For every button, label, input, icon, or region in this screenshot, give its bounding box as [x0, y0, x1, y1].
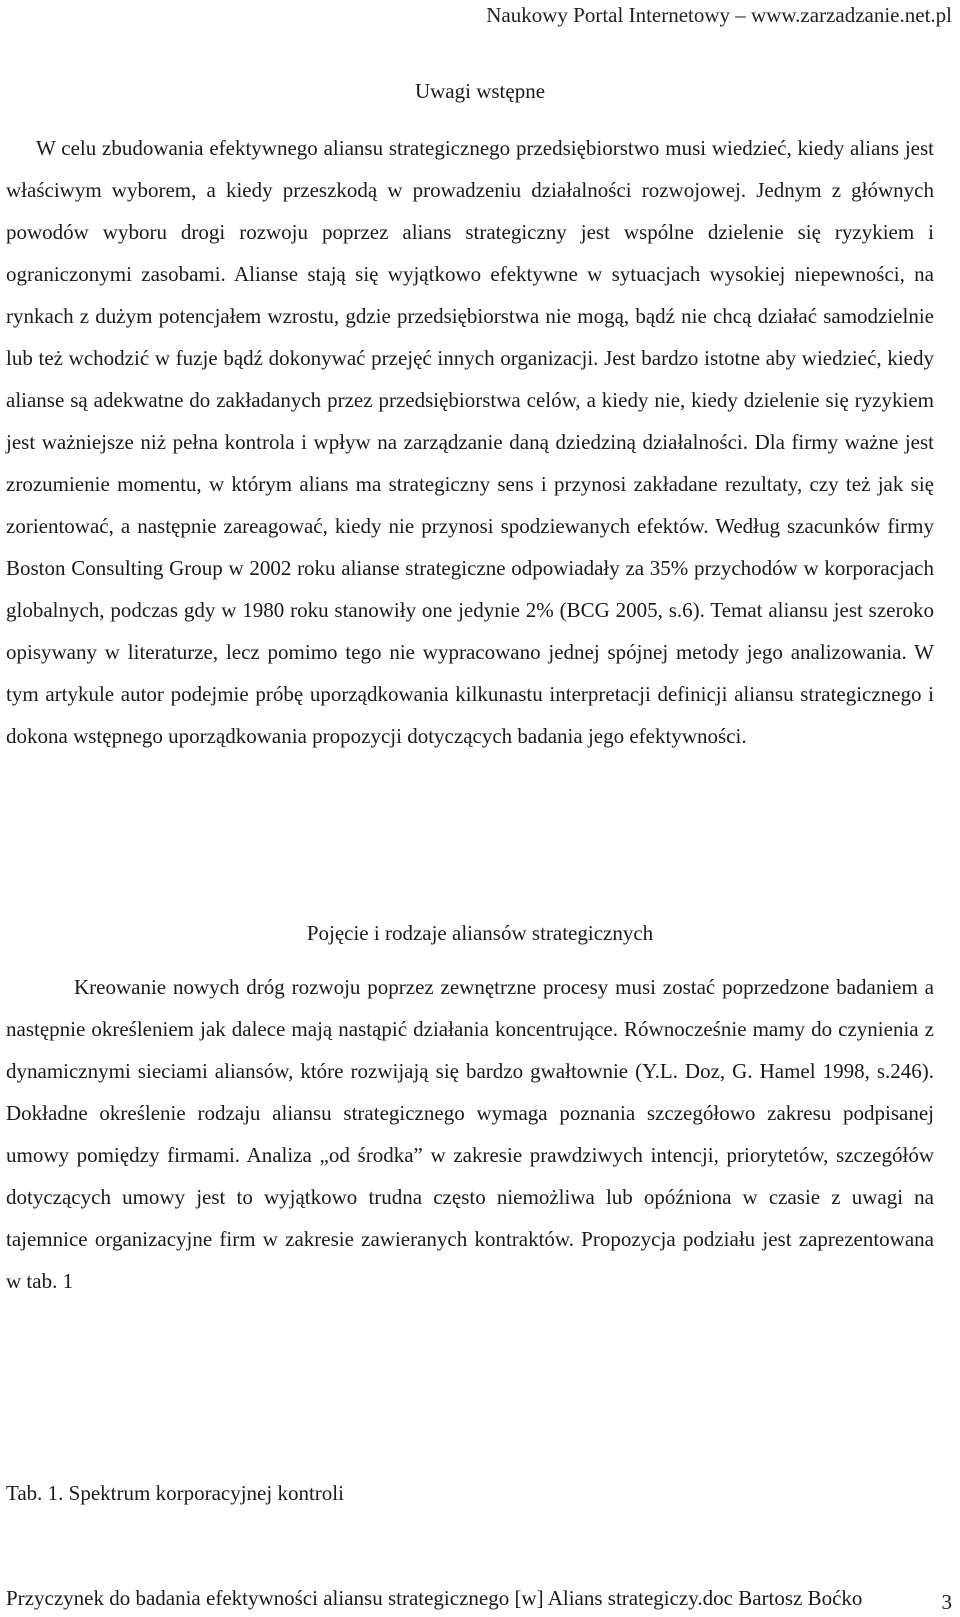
table-caption: Tab. 1. Spektrum korporacyjnej kontroli [6, 1481, 344, 1505]
section-heading-concept: Pojęcie i rodzaje aliansów strategicznych [306, 921, 654, 945]
section-heading-intro: Uwagi wstępne [414, 79, 546, 103]
intro-paragraph-text: W celu zbudowania efektywnego aliansu strategicznego przedsiębiorstwo musi wiedzieć, kiedy alians jest właściwym wyborem, a kiedy przeszkodą w prowadzeniu działalności rozwojowej. Jednym z głównych powodów wyboru drogi rozwoju poprzez alians strategiczny jest wspólne dzielenie się ryzykiem i ograniczonymi zasobami. Alianse stają się wyjątkowo efektywne w sytuacjach wysokiej niepewności, na rynkach z dużym potencjałem wzrostu, gdzie przedsiębiorstwa nie mogą, bądź nie chcą działać samodzielnie lub też wchodzić w fuzje bądź dokonywać przejęć innych organizacji. Jest bardzo istotne aby wiedzieć, kiedy alianse są adekwatne do zakładanych przez przedsiębiorstwa celów, a kiedy nie, kiedy dzielenie się ryzykiem jest ważniejsze niż pełna kontrola i wpływ na zarządzanie daną dziedziną działalności. Dla firmy ważne jest zrozumienie momentu, w którym alians ma strategiczny sens i przynosi zakładane rezultaty, czy też jak się zorientować, a następnie zareagować, kiedy nie przynosi spodziewanych efektów. Według szacunków firmy Boston Consulting Group w 2002 roku alianse strategiczne odpowiadały za 35% przychodów w korporacjach globalnych, podczas gdy w 1980 roku stanowiły one jedynie 2% (BCG 2005, s.6). Temat aliansu jest szeroko opisywany w literaturze, lecz pomimo tego nie wypracowano jednej spójnej metody jego analizowania. W tym artykule autor podejmie próbę uporządkowania kilkunastu interpretacji definicji aliansu strategicznego i dokona wstępnego uporządkowania propozycji dotyczących badania jego efektywności. [6, 136, 934, 748]
concept-paragraph [6, 966, 934, 1302]
page-number: 3 [941, 1590, 952, 1614]
page-header: Naukowy Portal Internetowy – www.zarzadzanie.net.pl [486, 3, 952, 27]
page-footer: Przyczynek do badania efektywności aliansu strategicznego [w] Alians strategiczy.doc Bartosz Boćko [6, 1586, 863, 1610]
intro-paragraph [6, 127, 934, 757]
concept-paragraph-text: Kreowanie nowych dróg rozwoju poprzez zewnętrzne procesy musi zostać poprzedzone badaniem a następnie określeniem jak dalece mają nastąpić działania koncentrujące. Równocześnie mamy do czynienia z dynamicznymi sieciami aliansów, które rozwijają się bardzo gwałtownie (Y.L. Doz, G. Hamel 1998, s.246). Dokładne określenie rodzaju aliansu strategicznego wymaga poznania szczegółowo zakresu podpisanej umowy pomiędzy firmami. Analiza „od środka” w zakresie prawdziwych intencji, priorytetów, szczegółów dotyczących umowy jest to wyjątkowo trudna często niemożliwa lub opóźniona w czasie z uwagi na tajemnice organizacyjne firm w zakresie zawieranych kontraktów. Propozycja podziału jest zaprezentowana w tab. 1 [6, 975, 934, 1293]
